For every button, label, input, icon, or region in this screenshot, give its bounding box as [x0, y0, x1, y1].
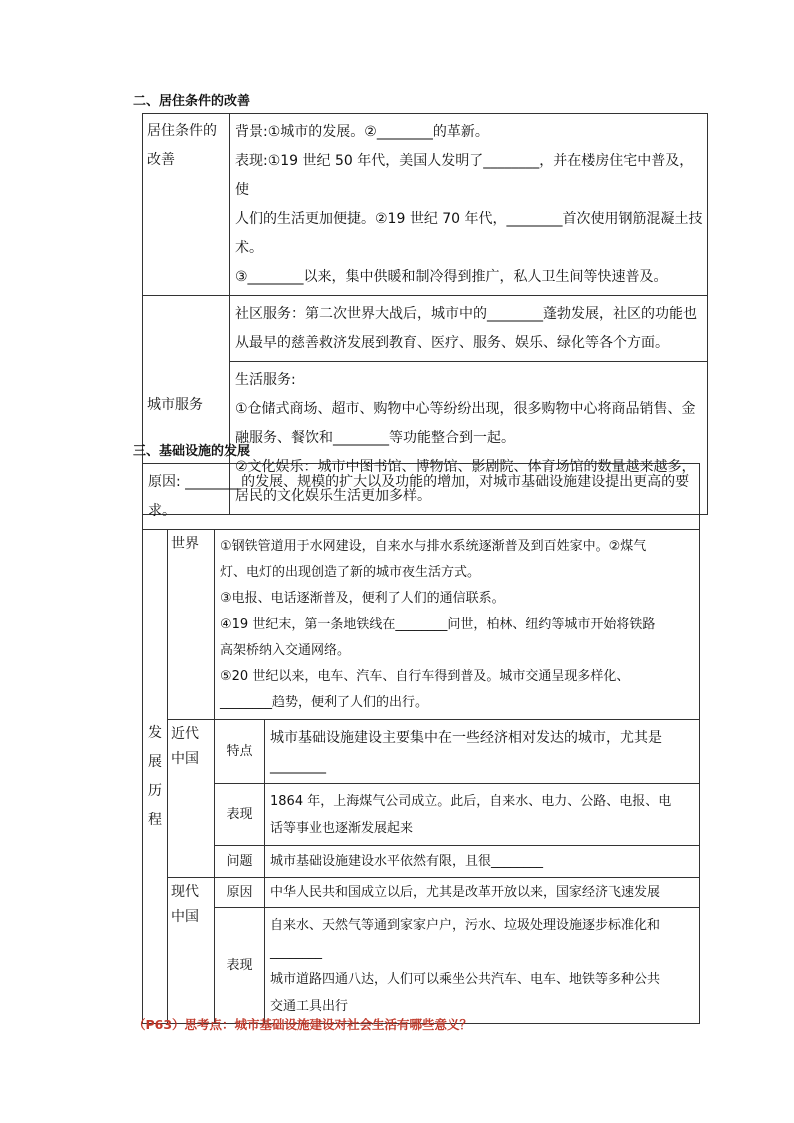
community-line-1: 社区服务：第二次世界大战后，城市中的________蓬勃发展，社区的功能也	[235, 306, 697, 322]
contemporary-perf-line-2: ________	[270, 945, 322, 960]
infrastructure-table	[142, 463, 700, 1024]
early-perf-label	[215, 784, 265, 846]
world-line-4: ④19 世纪末，第一条地铁线在________问世，柏林、纽约等城市开始将铁路	[220, 617, 656, 632]
world-line-2: 灯、电灯的出现创造了新的城市夜生活方式。	[220, 565, 481, 580]
world-line-6: ⑤20 世纪以来，电车、汽车、自行车得到普及。城市交通呈现多样化、	[220, 669, 630, 684]
section2-heading: 二、居住条件的改善	[133, 94, 251, 109]
life-line-3: ②文化娱乐：城市中图书馆、博物馆、影剧院、体育场馆的数量越来越多，	[235, 459, 696, 475]
history-label	[143, 530, 168, 1024]
performance-line-1: 表现:①19 世纪 50 年代，美国人发明了________，并在楼房住宅中普及，使	[235, 153, 694, 198]
early-perf-label-text: 表现	[226, 807, 253, 822]
feature-line-1: 城市基础设施建设主要集中在一些经济相对发达的城市，尤其是	[270, 730, 662, 746]
history-label-text: 发展历程	[148, 724, 162, 828]
world-label	[168, 530, 215, 720]
contemporary-perf-content	[265, 908, 700, 1024]
life-line-4: 居民的文化娱乐生活更加多样。	[235, 488, 431, 504]
feature-content	[265, 720, 700, 784]
life-line-2: 融服务、餐饮和________等功能整合到一起。	[235, 430, 515, 446]
problem-label-text: 问题	[226, 854, 253, 869]
life-title: 生活服务:	[235, 372, 296, 388]
world-line-7: ________趋势，便利了人们的出行。	[220, 695, 429, 710]
early-perf-line-1: 1864 年，上海煤气公司成立。此后，自来水、电力、公路、电报、电	[270, 794, 672, 809]
row-label-living	[143, 114, 230, 296]
contemporary-perf-line-1: 自来水、天然气等通到家家户户，污水、垃圾处理设施逐步标准化和	[270, 918, 661, 933]
cause-line: 中华人民共和国成立以后，尤其是改革开放以来，国家经济飞速发展	[270, 885, 661, 900]
contemporary-perf-line-4: 交通工具出行	[270, 999, 349, 1014]
reason-line-1: 原因: ________的发展、规模的扩大以及功能的增加，对城市基础设施建设提出更高的要	[148, 474, 690, 490]
reason-line-2: 求。	[148, 503, 176, 519]
feature-label-text: 特点	[226, 744, 253, 759]
contemporary-china-label-text: 现代中国	[171, 884, 199, 925]
world-line-3: ③电报、电话逐渐普及，便利了人们的通信联系。	[220, 591, 505, 606]
world-line-1: ①钢铁管道用于水网建设，自来水与排水系统逐渐普及到百姓家中。②煤气	[220, 539, 647, 554]
cause-label	[215, 878, 265, 908]
cause-label-text: 原因	[226, 885, 253, 900]
performance-line-2: 人们的生活更加便捷。②19 世纪 70 年代，________首次使用钢筋混凝土技术。	[235, 211, 703, 256]
world-content	[215, 530, 700, 720]
performance-line-3: ③________以来，集中供暖和制冷得到推广，私人卫生间等快速普及。	[235, 269, 668, 285]
problem-label	[215, 846, 265, 878]
community-line-2: 从最早的慈善救济发展到教育、医疗、服务、娱乐、绿化等各个方面。	[235, 335, 669, 351]
living-content	[230, 114, 708, 296]
contemporary-perf-label	[215, 908, 265, 1024]
world-label-text: 世界	[171, 536, 199, 552]
contemporary-perf-label-text: 表现	[226, 958, 253, 973]
community-service	[230, 296, 708, 362]
contemporary-china-label	[168, 878, 215, 1024]
early-perf-line-2: 话等事业也逐渐发展起来	[270, 821, 414, 836]
problem-content	[265, 846, 700, 878]
reason-cell	[143, 464, 700, 530]
row-label-text: 居住条件的改善	[147, 123, 217, 168]
early-perf-content	[265, 784, 700, 846]
problem-line: 城市基础设施建设水平依然有限，且很________	[270, 854, 544, 869]
early-china-label-text: 近代中国	[171, 726, 199, 767]
life-line-1: ①仓储式商场、超市、购物中心等纷纷出现，很多购物中心将商品销售、金	[235, 401, 696, 417]
early-china-label	[168, 720, 215, 878]
cause-content	[265, 878, 700, 908]
section3-heading: 三、基础设施的发展	[133, 444, 251, 459]
feature-line-2: ________	[270, 758, 326, 774]
row-label-text: 城市服务	[147, 396, 203, 413]
world-line-5: 高架桥纳入交通网络。	[220, 643, 351, 658]
think-point: （P63）思考点：城市基础设施建设对社会生活有哪些意义？	[133, 1017, 473, 1032]
feature-label	[215, 720, 265, 784]
background-line: 背景:①城市的发展。②________的革新。	[235, 124, 489, 140]
contemporary-perf-line-3: 城市道路四通八达，人们可以乘坐公共汽车、电车、地铁等多种公共	[270, 972, 661, 987]
